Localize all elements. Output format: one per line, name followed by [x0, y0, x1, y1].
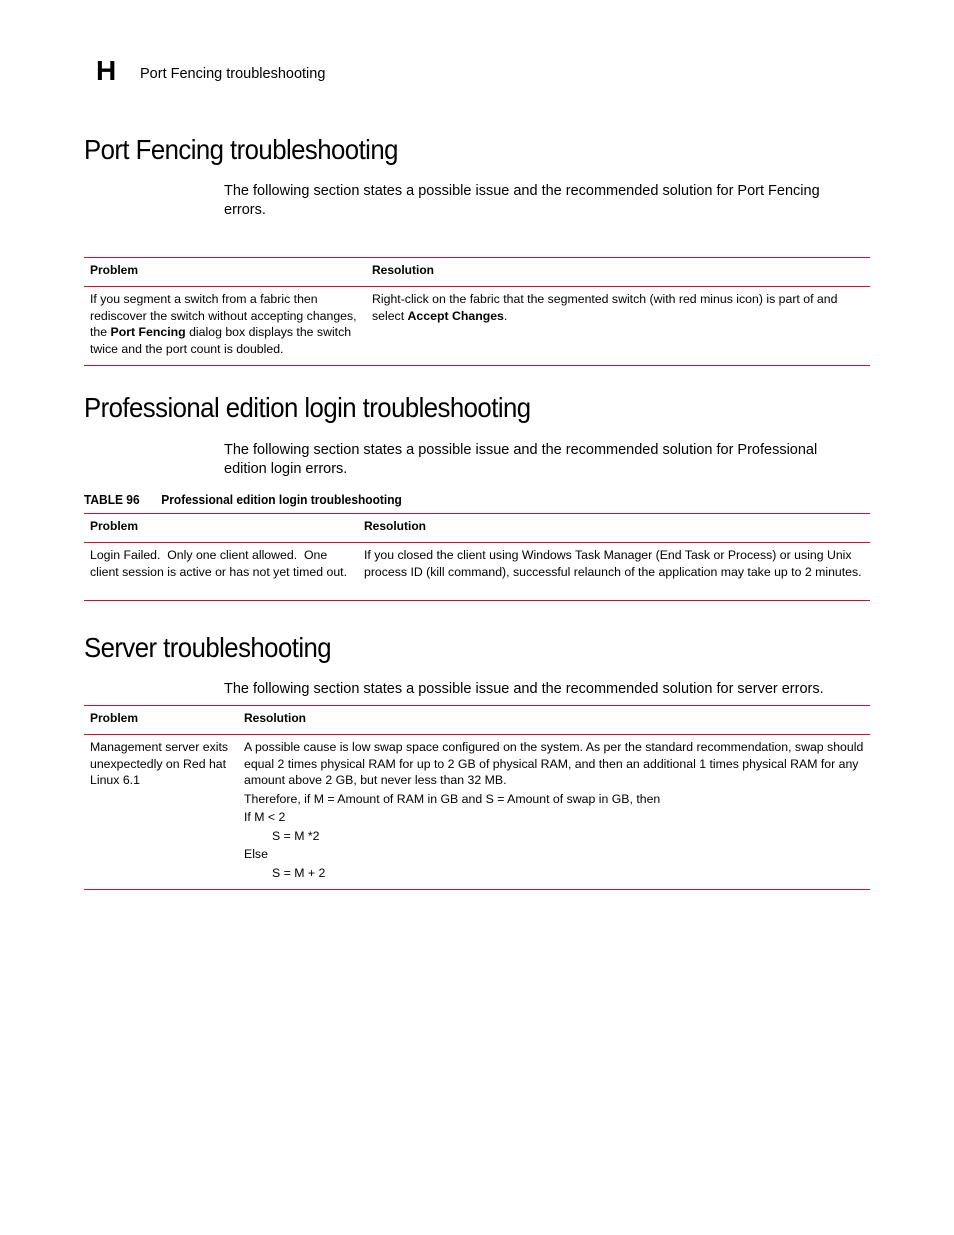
- column-header-problem: Problem: [90, 519, 139, 533]
- column-header-resolution: Resolution: [372, 263, 434, 277]
- ui-term-accept-changes: Accept Changes: [407, 308, 504, 323]
- column-header-problem: Problem: [90, 711, 139, 725]
- resolution-formula-else: S = M + 2: [272, 865, 326, 880]
- table-row: [84, 287, 870, 366]
- server-table: [84, 705, 870, 890]
- section-intro-port-fencing: The following section states a possible issue and the recommended solution for Port Fencing errors.: [224, 183, 820, 218]
- problem-cell: Login Failed. Only one client allowed. One client session is active or has not yet timed out.: [90, 548, 347, 579]
- section-title-professional-login: Professional edition login troubleshooting: [84, 392, 531, 423]
- section-title-port-fencing: Port Fencing troubleshooting: [84, 134, 398, 165]
- table-row: [84, 543, 870, 601]
- table-caption-title: Professional edition login troubleshooting: [161, 492, 402, 507]
- professional-login-table: [84, 513, 870, 601]
- problem-text: If you segment a switch from a fabric then rediscover the switch without accepting changes, the: [90, 292, 357, 339]
- table-header-row: [84, 706, 870, 735]
- resolution-condition-if: If M < 2: [244, 810, 286, 824]
- problem-cell: Management server exits unexpectedly on Red hat Linux 6.1: [90, 740, 229, 787]
- column-header-resolution: Resolution: [244, 711, 306, 725]
- section-title-server: Server troubleshooting: [84, 632, 332, 663]
- running-header-title: Port Fencing troubleshooting: [140, 66, 326, 82]
- resolution-formula-intro: Therefore, if M = Amount of RAM in GB and S = Amount of swap in GB, then: [244, 791, 661, 806]
- section-intro-server: The following section states a possible issue and the recommended solution for server errors.: [224, 681, 824, 697]
- port-fencing-table: [84, 257, 870, 366]
- table-row: [84, 735, 870, 890]
- resolution-text-end: .: [503, 308, 508, 323]
- column-header-problem: Problem: [90, 263, 139, 277]
- resolution-paragraph: A possible cause is low swap space configured on the system. As per the standard recommendation, swap should equal 2 times physical RAM for up to 2 GB of physical RAM, and then an additional 1 times physical RAM for any amount above 2 GB, but never less than 32 MB.: [244, 740, 864, 787]
- section-intro-professional-login: The following section states a possible issue and the recommended solution for Professional edition login errors.: [224, 442, 818, 477]
- resolution-cell: [238, 735, 870, 890]
- ui-term-port-fencing: Port Fencing: [110, 325, 186, 339]
- resolution-cell: If you closed the client using Windows Task Manager (End Task or Process) or using Unix process ID (kill command), successful relaunch of the application may take up to 2 minutes.: [364, 548, 862, 579]
- resolution-formula-if: S = M *2: [272, 828, 320, 843]
- table-number: TABLE 96: [84, 492, 140, 507]
- table-header-row: [84, 514, 870, 543]
- table-header-row: [84, 258, 870, 287]
- column-header-resolution: Resolution: [364, 519, 426, 533]
- problem-text-end: dialog box displays the switch twice and the port count is doubled.: [90, 325, 352, 356]
- table-caption: [84, 492, 402, 508]
- chapter-letter: H: [96, 55, 117, 86]
- problem-cell: [84, 287, 366, 366]
- resolution-text: Right-click on the fabric that the segmented switch (with red minus icon) is part of and select: [372, 292, 838, 323]
- resolution-cell: [366, 287, 870, 366]
- resolution-condition-else: Else: [244, 847, 268, 861]
